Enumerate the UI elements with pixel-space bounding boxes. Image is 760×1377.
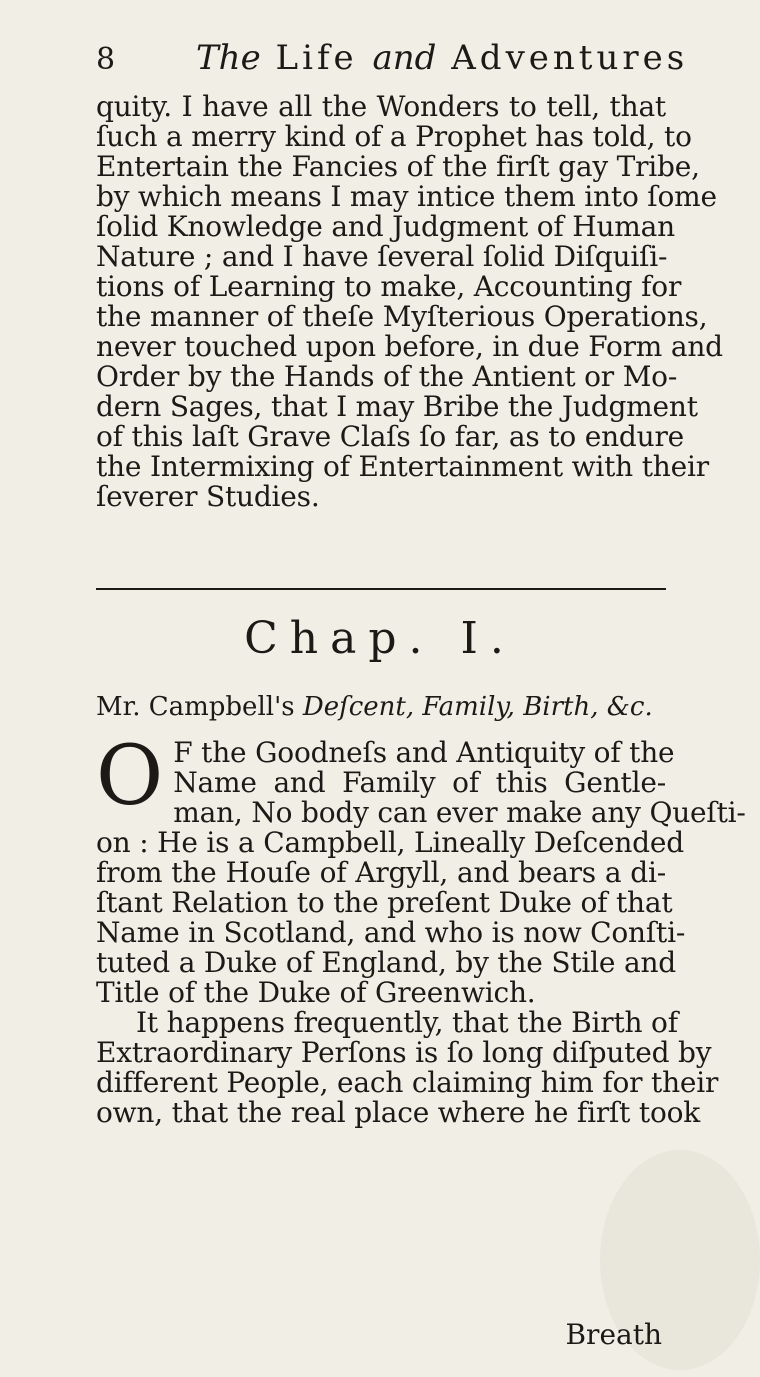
text-line: of this laſt Grave Claſs ſo far, as to endure — [96, 420, 685, 453]
text-line: ſuch a merry kind of a Prophet has told, to — [96, 120, 692, 153]
text-line: Entertain the Fancies of the firſt gay Tribe, — [96, 150, 700, 183]
text-line: It happens frequently, that the Birth of — [136, 1006, 678, 1039]
chapter-heading: Chap. I. — [244, 613, 516, 664]
text-line: by which means I may intice them into ſome — [96, 180, 717, 213]
running-header — [96, 36, 689, 86]
text-line: tions of Learning to make, Accounting for — [96, 270, 682, 303]
text-line: ſolid Knowledge and Judgment of Human — [96, 210, 675, 243]
text-line: quity. I have all the Wonders to tell, that — [96, 90, 666, 123]
text-line: Name in Scotland, and who is now Conſti- — [96, 916, 686, 949]
text-line: F the Goodneſs and Antiquity of the — [173, 736, 675, 769]
chapter-subtitle: Mr. Campbell's Deſcent, Family, Birth, &c. — [96, 692, 653, 722]
text-line: Title of the Duke of Greenwich. — [96, 976, 536, 1009]
text-line: from the Houſe of Argyll, and bears a di- — [96, 856, 666, 889]
text-line: tuted a Duke of England, by the Stile and — [96, 946, 677, 979]
text-line: ſeverer Studies. — [96, 480, 320, 513]
text-line: ſtant Relation to the preſent Duke of that — [96, 886, 673, 919]
text-line: on : He is a Campbell, Lineally Deſcended — [96, 826, 684, 859]
text-line: different People, each claiming him for their — [96, 1066, 719, 1099]
text-line: Order by the Hands of the Antient or Mo- — [96, 360, 678, 393]
text-line: dern Sages, that I may Bribe the Judgment — [96, 390, 698, 423]
section-divider — [96, 588, 666, 590]
intro-paragraph — [96, 90, 723, 513]
text-line: the Intermixing of Entertainment with their — [96, 450, 709, 483]
text-line: own, that the real place where he firſt took — [96, 1096, 701, 1129]
text-line: Nature ; and I have ſeveral ſolid Diſquiſi- — [96, 240, 668, 273]
text-line: Name and Family of this Gentle- — [173, 766, 666, 799]
page-number: 8 — [96, 42, 116, 77]
text-line: never touched upon before, in due Form and — [96, 330, 723, 363]
running-title: The Life and Adventures — [196, 38, 689, 78]
text-line: man, No body can ever make any Queſti- — [173, 796, 746, 829]
text-line: Extraordinary Perſons is ſo long diſputed by — [96, 1036, 712, 1069]
drop-cap: O — [96, 729, 164, 824]
text-line: the manner of theſe Myſterious Operations, — [96, 300, 708, 333]
catchword: Breath — [565, 1318, 662, 1351]
chapter-body — [96, 729, 746, 1129]
